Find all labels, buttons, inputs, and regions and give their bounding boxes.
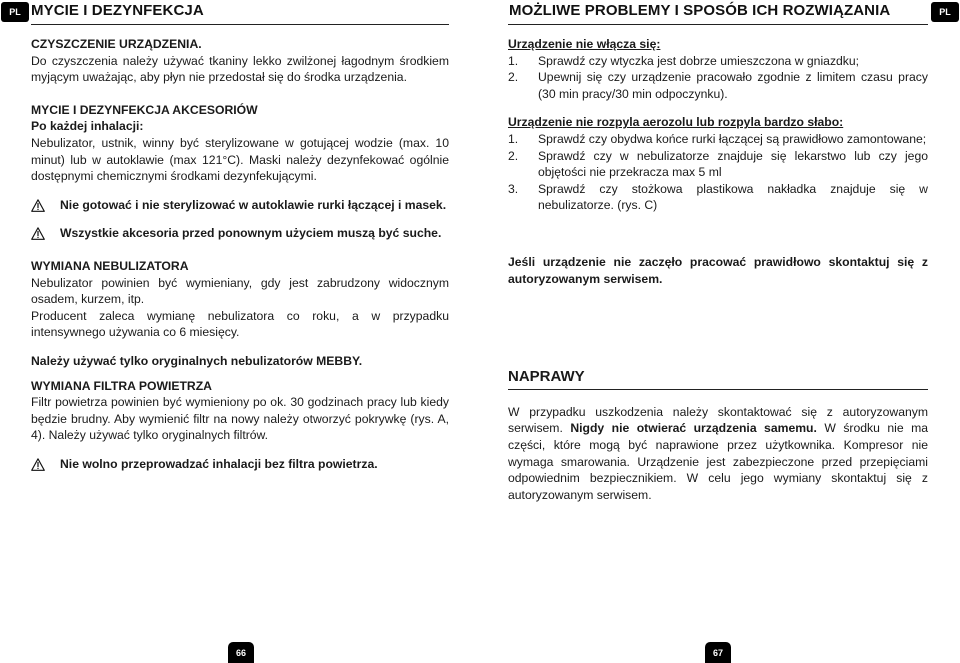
repairs-text: W przypadku uszkodzenia należy skontaktować się z autoryzowanym serwisem. Nigdy nie otwierać urządzenia samemu. W środku nie ma części, które mogą być naprawione przez użytkownika. Kompresor nie wymaga smarowania. Urządzenie jest zabezpieczone przed przepięciami odpowiednim bezpiecznikiem. W celu jego wymiany skontaktuj się z autoryzowanym serwisem. — [508, 404, 929, 502]
problem-title-power: Urządzenie nie włącza się: — [508, 37, 661, 51]
right-page — [480, 0, 960, 661]
list-item: 1. Sprawdź czy obydwa końce rurki łączącej są prawidłowo zamontowane; — [508, 131, 927, 146]
page-number: 66 — [228, 642, 254, 663]
left-content — [31, 36, 449, 472]
repairs-section — [508, 369, 928, 390]
service-note: Jeśli urządzenie nie zaczęło pracować prawidłowo skontaktuj się z autoryzowanym serwisem. — [508, 254, 928, 286]
header-divider — [31, 24, 449, 25]
warning-icon — [31, 227, 45, 240]
repairs-divider — [508, 389, 928, 390]
list-item: 2. Upewnij się czy urządzenie pracowało zgodnie z limitem czasu pracy (30 min pracy/30 min odpoczynku). — [508, 70, 928, 101]
page-number: 67 — [705, 642, 731, 663]
list-item: 2. Sprawdź czy w nebulizatorze znajduje się lekarstwo lub czy jego objętości nie przekracza max 5 ml — [508, 148, 928, 180]
filter-text: Filtr powietrza powinien być wymieniony po ok. 30 godzinach pracy lub kiedy będzie brudny. Aby wymienić filtr na nowy należy otworzyć pokrywkę (rys. A, 4). Należy używać tylko oryginalnych filtrów. — [31, 395, 449, 443]
header-divider — [508, 24, 928, 25]
warning-dry — [31, 225, 449, 242]
warning-filter — [31, 456, 449, 473]
warning-icon — [31, 199, 45, 212]
section-title-accessories: MYCIE I DEZYNFEKCJA AKCESORIÓW — [31, 102, 258, 117]
problem-title-aerosol: Urządzenie nie rozpyla aerozolu lub rozpyla bardzo słabo: — [508, 115, 844, 130]
list-item: 3. Sprawdź czy stożkowa plastikowa nakładka znajduje się w nebulizatorze. (rys. C) — [508, 181, 928, 213]
section-title-filter: WYMIANA FILTRA POWIETRZA — [31, 378, 212, 393]
nebulizer-text-2: Producent zaleca wymianę nebulizatora co roku, a w przypadku intensywnego używania co 6 miesięcy. — [31, 308, 449, 340]
warning-text: Wszystkie akcesoria przed ponownym użyciem muszą być suche. — [60, 226, 442, 241]
right-content — [508, 36, 928, 503]
warning-autoclave — [31, 197, 449, 214]
section-title-nebulizer: WYMIANA NEBULIZATORA — [31, 258, 189, 273]
accessories-subtitle: Po każdej inhalacji: — [31, 119, 144, 134]
left-page — [0, 0, 480, 661]
warning-text: Nie wolno przeprowadzać inhalacji bez filtra powietrza. — [60, 456, 378, 471]
list-item: 1. Sprawdź czy wtyczka jest dobrze umieszczona w gniazdku; — [508, 53, 860, 68]
nebulizer-note: Należy używać tylko oryginalnych nebulizatorów MEBBY. — [31, 353, 363, 368]
page-title: MOŻLIWE PROBLEMY I SPOSÓB ICH ROZWIĄZANIA — [509, 2, 891, 19]
warning-icon — [31, 458, 45, 471]
cleaning-text: Do czyszczenia należy używać tkaniny lekko zwilżonej łagodnym środkiem myjącym uważając, aby płyn nie przedostał się do środka urządzenia. — [31, 53, 449, 85]
problem-list-aerosol — [508, 131, 928, 214]
nebulizer-text-1: Nebulizator powinien być wymieniany, gdy jest zabrudzony widocznym osadem, kurzem, itp. — [31, 275, 449, 307]
section-title-repairs: NAPRAWY — [508, 368, 585, 386]
accessories-text: Nebulizator, ustnik, winny być sterylizowane w gotującej wodzie (max. 10 minut) lub w autoklawie (max 121°C). Maski należy dezynfekować ogólnie dostępnymi chemicznymi środkami dezynfekującymi. — [31, 135, 449, 184]
language-badge: PL — [931, 2, 959, 22]
page-title: MYCIE I DEZYNFEKCJA — [31, 2, 204, 19]
warning-text: Nie gotować i nie sterylizować w autoklawie rurki łączącej i masek. — [60, 197, 447, 212]
section-title-cleaning: CZYSZCZENIE URZĄDZENIA. — [31, 37, 202, 51]
problem-list-power — [508, 53, 928, 103]
language-badge: PL — [1, 2, 29, 22]
